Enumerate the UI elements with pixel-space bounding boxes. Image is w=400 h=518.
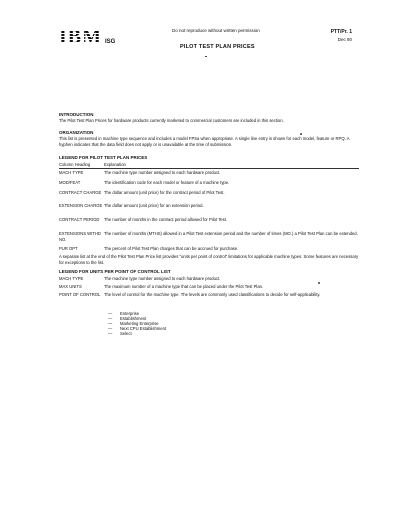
- organization-heading: ORGANIZATION: [59, 130, 94, 135]
- legend-term: MAX UNITS: [59, 284, 82, 289]
- scan-mark: [205, 56, 207, 57]
- legend-term: PUR OPT: [59, 246, 78, 251]
- legend-term: MACH TYPE: [59, 170, 84, 175]
- legend-desc: The identification code for each model or feature of a machine type.: [104, 180, 230, 185]
- list-item-text: Establishment: [120, 316, 147, 321]
- logo-division: ISG: [105, 39, 116, 45]
- dash-bullet: —: [108, 321, 113, 326]
- legend-desc: The level of control for the machine type. The levels are commonly used classifications to decide for self-applicability.: [104, 292, 321, 297]
- page-reference: PTT/Pr. 1: [330, 29, 352, 35]
- introduction-text: The Pilot Test Plan Prices for hardware products currently marketed to commercial customers are included in this section.: [59, 118, 284, 123]
- legend-term: MOD/FEAT: [59, 180, 81, 185]
- legend-row: [59, 292, 369, 298]
- legend-row: [59, 217, 369, 223]
- legend-row: [59, 276, 369, 282]
- introduction-heading: INTRODUCTION: [59, 112, 94, 117]
- reproduction-notice: Do not reproduce without written permission: [172, 28, 260, 33]
- legend-term: MACH TYPE: [59, 276, 84, 281]
- legend-row: [59, 190, 369, 196]
- organization-text: This list is presented in machine type sequence and includes a model FPSa when appropriate. A single line entry is shown for each model, feature or RPQ. A hyphen indicates that the data field does not apply or is unavailable at the time of submission.: [59, 136, 350, 147]
- legend-term: CONTRACT CHARGE: [59, 190, 102, 195]
- legend-row: [59, 180, 369, 186]
- page-title: PILOT TEST PLAN PRICES: [180, 44, 255, 50]
- legend-desc: The percent of Pilot Test Plan charges that can be accrued for purchase.: [104, 246, 239, 251]
- legend-desc: The maximum number of a machine type that can be placed under the Pilot Test Plan.: [104, 284, 264, 289]
- legend-row: [59, 284, 369, 290]
- legend-desc: The machine type number assigned to each hardware product.: [104, 170, 221, 175]
- legend-footnote: A separate list at the end of the Pilot Test Plan Price list provides "units per point of control" limitations for applicable machine types. Some features are necessary for exceptions to the list.: [59, 254, 359, 265]
- legend-units-heading: LEGEND FOR UNITS PER POINT OF CONTROL LIST: [59, 269, 171, 274]
- legend-term: POINT OF CONTROL: [59, 292, 101, 297]
- legend-column-header: [59, 162, 359, 169]
- legend-row: [59, 231, 369, 242]
- list-item-text: Next CPU Establishment: [120, 326, 167, 331]
- list-item-text: Marketing Enterprise: [120, 321, 159, 326]
- dash-bullet: —: [108, 311, 113, 316]
- legend-desc: The number of months (MTHS) allowed in a Pilot Test extension period and the number of times (MO.) a Pilot Test Plan can be extended.: [104, 231, 358, 236]
- list-item-text: Select: [120, 331, 132, 336]
- legend-row: [59, 170, 369, 176]
- dash-bullet: —: [108, 326, 113, 331]
- page-date: Dec 80: [337, 37, 352, 42]
- logo-mark: IBM: [59, 26, 102, 48]
- legend-desc: The dollar amount (unit price) for the contract period of Pilot Test.: [104, 190, 225, 195]
- legend-row: [59, 203, 369, 209]
- scan-speck: [318, 282, 320, 284]
- dash-bullet: —: [108, 331, 113, 336]
- legend-term: EXTENSIONS WITHD NO.: [59, 231, 101, 242]
- ibm-logo: [59, 28, 115, 46]
- legend-term: CONTRACT PERIOD: [59, 217, 100, 222]
- scan-speck: [300, 133, 302, 135]
- legend-term: EXTENSION CHARGE: [59, 203, 103, 208]
- legend-desc: The machine type number assigned to each hardware product.: [104, 276, 221, 281]
- list-item: [108, 331, 166, 336]
- legend-desc: The number of months in the contract period allowed for Pilot Test.: [104, 217, 228, 222]
- column-heading-label: Column Heading: [59, 162, 91, 167]
- dash-bullet: —: [108, 316, 113, 321]
- list-item-text: Enterprise: [120, 311, 140, 316]
- control-level-list: [108, 311, 166, 336]
- explanation-label: Explanation: [104, 162, 126, 167]
- legend-prices-heading: LEGEND FOR PILOT TEST PLAN PRICES: [59, 155, 148, 160]
- legend-desc: The dollar amount (unit price) for an extension period.: [104, 203, 204, 208]
- legend-row: [59, 246, 369, 252]
